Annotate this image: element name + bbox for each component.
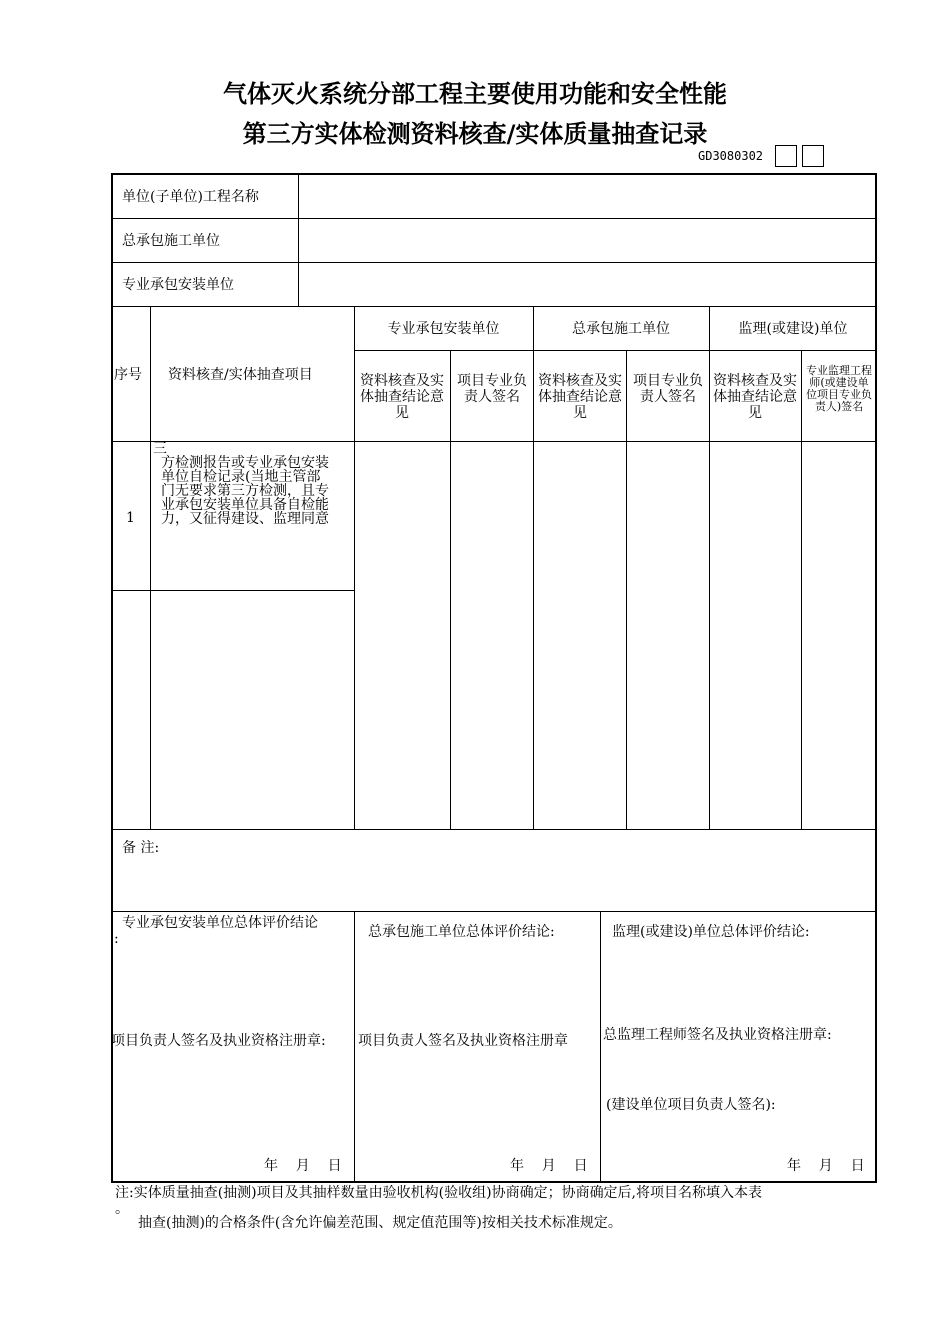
item-header: 资料核查/实体抽查项目 — [168, 367, 313, 383]
group-specialty-header: 专业承包安装单位 — [387, 321, 500, 337]
group-general-header: 总承包施工单位 — [572, 321, 670, 337]
owner-sign-label: (建设单位项目负责人签名): — [606, 1097, 776, 1113]
remarks-field[interactable] — [113, 860, 875, 910]
remarks-label: 备 注: — [122, 840, 160, 856]
form-code: GD3080302 — [698, 149, 764, 163]
opinion-header-3: 资料核查及实体抽查结论意见 — [713, 373, 797, 421]
general-contractor-field[interactable] — [300, 219, 875, 261]
sign-header-2: 项目专业负 责人签名 — [633, 373, 703, 405]
specialty-contractor-field[interactable] — [300, 263, 875, 305]
item-1-text: 三 方检测报告或专业承包安装 单位自检记录(当地主管部 门无要求第三方检测，且专 业承包安装单位具备自检能 力，又征得建设、监理同意 — [153, 442, 329, 527]
title-line-1: 气体灭火系统分部工程主要使用功能和安全性能 — [223, 80, 727, 108]
supervision-conclusion-label: 监理(或建设)单位总体评价结论: — [612, 924, 810, 940]
specialty-contractor-label: 专业承包安装单位 — [122, 277, 234, 293]
general-contractor-label: 总承包施工单位 — [122, 233, 220, 249]
footnote-line-1: 注:实体质量抽查(抽测)项目及其抽样数量由验收机构(验收组)协商确定；协商确定后,将项目名称填入本表 — [115, 1185, 763, 1201]
specialty-conclusion-colon: : — [114, 931, 119, 947]
supervision-sign-label: 总监理工程师签名及执业资格注册章: — [603, 1027, 832, 1043]
specialty-conclusion-label: 专业承包安装单位总体评价结论 — [122, 915, 318, 931]
date-general: 年 月 日 — [510, 1158, 588, 1174]
date-specialty: 年 月 日 — [264, 1158, 342, 1174]
general-sign-label: 项目负责人签名及执业资格注册章 — [358, 1033, 568, 1049]
project-name-field[interactable] — [300, 175, 875, 217]
specialty-sign-label: 项目负责人签名及执业资格注册章: — [111, 1033, 326, 1049]
opinion-header-2: 资料核查及实体抽查结论意见 — [538, 373, 622, 421]
title-line-2: 第三方实体检测资料核查/实体质量抽查记录 — [242, 120, 708, 148]
seq-header: 序号 — [114, 367, 142, 383]
opinion-header-1: 资料核查及实体抽查结论意见 — [360, 373, 444, 421]
item-1-seq: 1 — [126, 510, 135, 526]
footnote-line-2: 抽查(抽测)的合格条件(含允许偏差范围、规定值范围等)按相关技术标准规定。 — [138, 1215, 622, 1231]
sign-header-1: 项目专业负 责人签名 — [457, 373, 527, 405]
group-supervision-header: 监理(或建设)单位 — [738, 321, 848, 337]
sign-header-3: 专业监理工程师(或建设单位项目专业负责人)签名 — [806, 364, 872, 413]
project-name-label: 单位(子单位)工程名称 — [122, 189, 259, 205]
footnote-line-1b: 。 — [115, 1201, 129, 1217]
code-box-2[interactable] — [802, 145, 824, 167]
date-supervision: 年 月 日 — [787, 1158, 865, 1174]
code-box-1[interactable] — [775, 145, 797, 167]
general-conclusion-label: 总承包施工单位总体评价结论: — [368, 924, 555, 940]
